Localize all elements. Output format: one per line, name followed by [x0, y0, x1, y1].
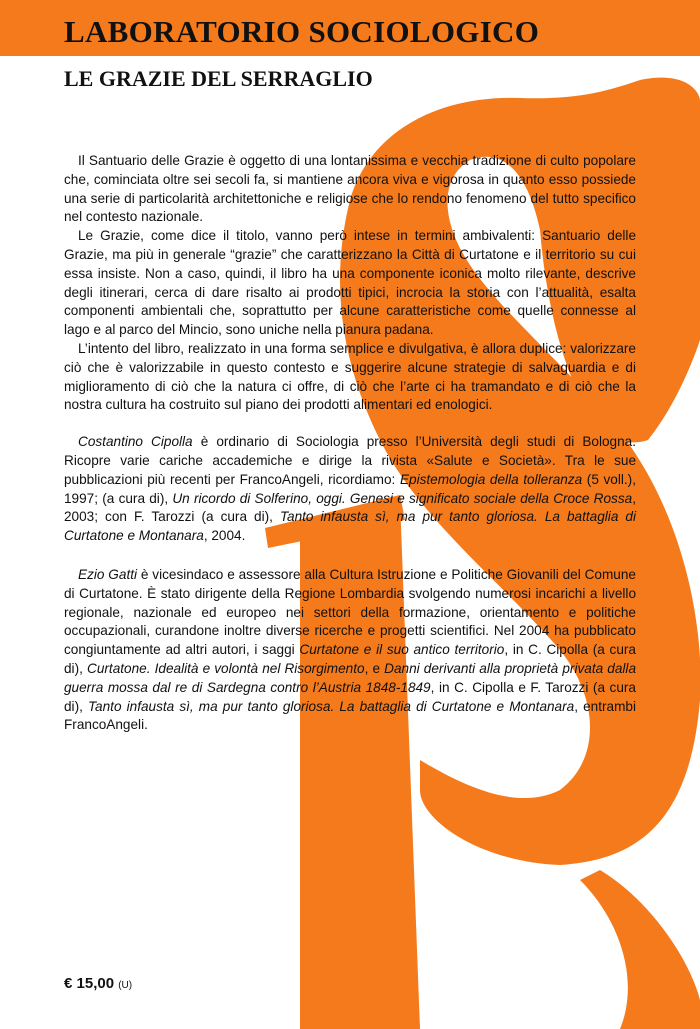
blurb-paragraph: Il Santuario delle Grazie è oggetto di una lontanissima e vecchia tradizione di culto popolare che, cominciata oltre sei secoli fa, si mantiene ancora viva e vigorosa in quanto esso possiede una serie di particolarità architettoniche e religiose che lo rendono fenomeno del tutto specifico nel contesto nazionale.	[64, 153, 636, 225]
bio-book-title: Danni derivanti alla proprietà privata dalla guerra mossa dal re di Sardegna contro l’Austria 1848-1849	[64, 660, 637, 695]
bio-text: , entrambi FrancoAngeli.	[64, 698, 636, 733]
series-title: LABORATORIO SOCIOLOGICO	[64, 14, 540, 49]
book-title: LE GRAZIE DEL SERRAGLIO	[64, 66, 373, 91]
letter-s-tail	[580, 870, 700, 1029]
blurb-paragraph: L’intento del libro, realizzato in una forma semplice e divulgativa, è allora duplice: valorizzare ciò che è valorizzabile in questo contesto e suggerire alcune strategie di salvaguardia e di miglioramento di ciò che la natura ci offre, di ciò che l’arte ci ha tramandato e di ciò che la nostra cultura ha costruito sul piano dei prodotti alimentari ed enologici.	[64, 340, 636, 413]
price-label	[64, 975, 132, 992]
bio-text: è vicesindaco e assessore alla Cultura Istruzione e Politiche Giovanili del Comune di Curtatone. È stato dirigente della Regione Lombardia svolgendo numerosi incarichi a livello regionale, nazionale ed europeo nei settori della formazione, orientamento e politiche occupazionali, curandone inoltre diverse ricerche e progetti scientifici. Nel 2004 ha pubblicato congiuntamente ad altri autori, i saggi	[64, 566, 636, 658]
author-name: Ezio Gatti	[78, 566, 138, 582]
bio-text: , e	[364, 660, 385, 676]
price-code: (U)	[118, 980, 133, 991]
bio-book-title: Curtatone. Idealità e volontà nel Risorgimento	[87, 660, 365, 676]
author-bio-gatti	[64, 566, 636, 735]
back-cover-text	[64, 152, 636, 735]
bio-book-title: Tanto infausta sì, ma pur tanto gloriosa. La battaglia di Curtatone e Montanara	[88, 698, 575, 714]
author-bio-cipolla	[64, 433, 636, 546]
bio-text: , in C. Cipolla e F. Tarozzi (a cura di),	[64, 679, 636, 714]
price-value: € 15,00	[64, 975, 115, 992]
bio-text: , 2004.	[203, 528, 246, 544]
blurb-paragraph: Le Grazie, come dice il titolo, vanno però intese in termini ambivalenti: Santuario delle Grazie, ma più in generale “grazie” che caratterizzano la Città di Curtatone e il territorio su cui essa insiste. Non a caso, quindi, il libro ha una componente iconica molto rilevante, descrive degli itinerari, cerca di dare risalto ai prodotti tipici, incrocia la storia con l’attualità, esalta componenti ambientali che, soprattutto per alcune caratteristiche come quelle connesse al lago e al parco del Mincio, sono uniche nella pianura padana.	[64, 228, 636, 338]
bio-text: (5 voll.), 1997; (a cura di),	[64, 471, 636, 506]
bio-text: , 2003; con F. Tarozzi (a cura di),	[64, 490, 636, 525]
bio-book-title: Tanto infausta sì, ma pur tanto gloriosa. La battaglia di Curtatone e Montanara	[64, 509, 637, 544]
bio-book-title: Epistemologia della tolleranza	[399, 471, 583, 487]
bio-text: , in C. Cipolla (a cura di),	[64, 642, 636, 676]
bio-book-title: Curtatone e il suo antico territorio	[299, 642, 505, 658]
bio-text: è ordinario di Sociologia presso l’Università degli studi di Bologna. Ricopre varie cariche accademiche e dirige la rivista «Salute e Società». Tra le sue pubblicazioni più recenti per FrancoAngeli, ricordiamo:	[64, 434, 636, 487]
author-name: Costantino Cipolla	[78, 434, 193, 450]
bio-book-title: Un ricordo di Solferino, oggi. Genesi e significato sociale della Croce Rossa	[172, 490, 633, 506]
